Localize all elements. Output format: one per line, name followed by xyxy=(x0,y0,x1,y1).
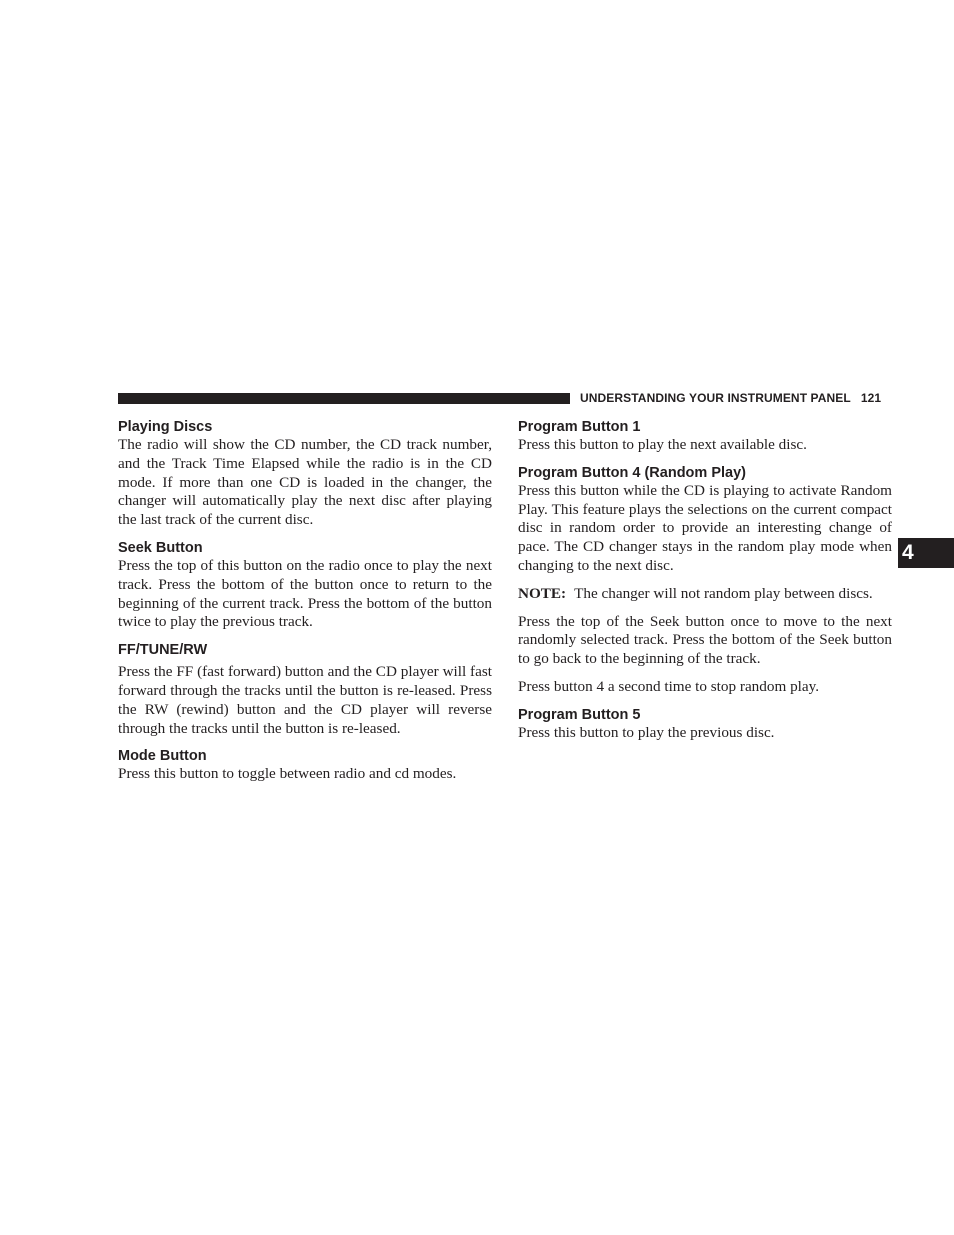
section-body: Press this button to toggle between radio and cd modes. xyxy=(118,765,457,783)
section-heading: Program Button 5 xyxy=(518,706,641,723)
section-ff-tune-rw xyxy=(118,641,492,738)
section-heading: Mode Button xyxy=(118,748,207,765)
section-body: Press the top of this button on the radio once to play the next track. Press the bottom of the button once to return to the beginning of the current track. Press the bottom of the button twice to play the previous track. xyxy=(118,556,492,631)
running-header xyxy=(580,391,881,405)
section-heading: Seek Button xyxy=(118,539,203,556)
section-program-button-5 xyxy=(518,706,892,743)
section-heading: FF/TUNE/RW xyxy=(118,642,208,659)
chapter-tab: 4 xyxy=(898,538,954,568)
section-program-button-1 xyxy=(518,418,892,455)
section-heading: Playing Discs xyxy=(118,419,213,435)
section-body: The radio will show the CD number, the CD track number, and the Track Time Elapsed while the radio is in the CD mode. If more than one CD is loaded in the changer, the changer will automatically play the next disc after playing the last track of the current disc. xyxy=(118,436,492,529)
section-title: UNDERSTANDING YOUR INSTRUMENT PANEL xyxy=(580,391,851,405)
left-column xyxy=(118,418,492,793)
note-paragraph xyxy=(518,585,892,604)
note-label: NOTE: xyxy=(518,584,567,602)
section-heading: Program Button 1 xyxy=(518,419,641,435)
section-seek-button xyxy=(118,539,492,632)
section-body: Press the FF (fast forward) button and the CD player will fast forward through the tracks until the button is re-leased. Press the RW (rewind) button and the CD player will reverse through the tracks until the button is re-leased. xyxy=(118,663,492,737)
header-rule xyxy=(118,393,570,404)
page-number: 121 xyxy=(860,391,882,405)
section-playing-discs xyxy=(118,418,492,530)
section-mode-button xyxy=(118,747,492,784)
section-heading: Program Button 4 (Random Play) xyxy=(518,464,746,481)
section-body: Press this button to play the previous disc. xyxy=(518,723,775,741)
section-paragraph: Press button 4 a second time to stop random play. xyxy=(518,677,820,695)
section-paragraph: Press the top of the Seek button once to move to the next randomly selected track. Press the bottom of the Seek button to go back to the beginning of the track. xyxy=(518,612,892,668)
section-body: Press this button to play the next available disc. xyxy=(518,436,807,453)
section-body: Press this button while the CD is playing to activate Random Play. This feature plays the selections on the current compact disc in random order to provide an interesting change of pace. The CD changer stays in the random play mode when changing to the next disc. xyxy=(518,481,892,574)
note-text: The changer will not random play between discs. xyxy=(574,584,873,602)
right-column xyxy=(518,418,892,752)
section-program-button-4 xyxy=(518,464,892,697)
